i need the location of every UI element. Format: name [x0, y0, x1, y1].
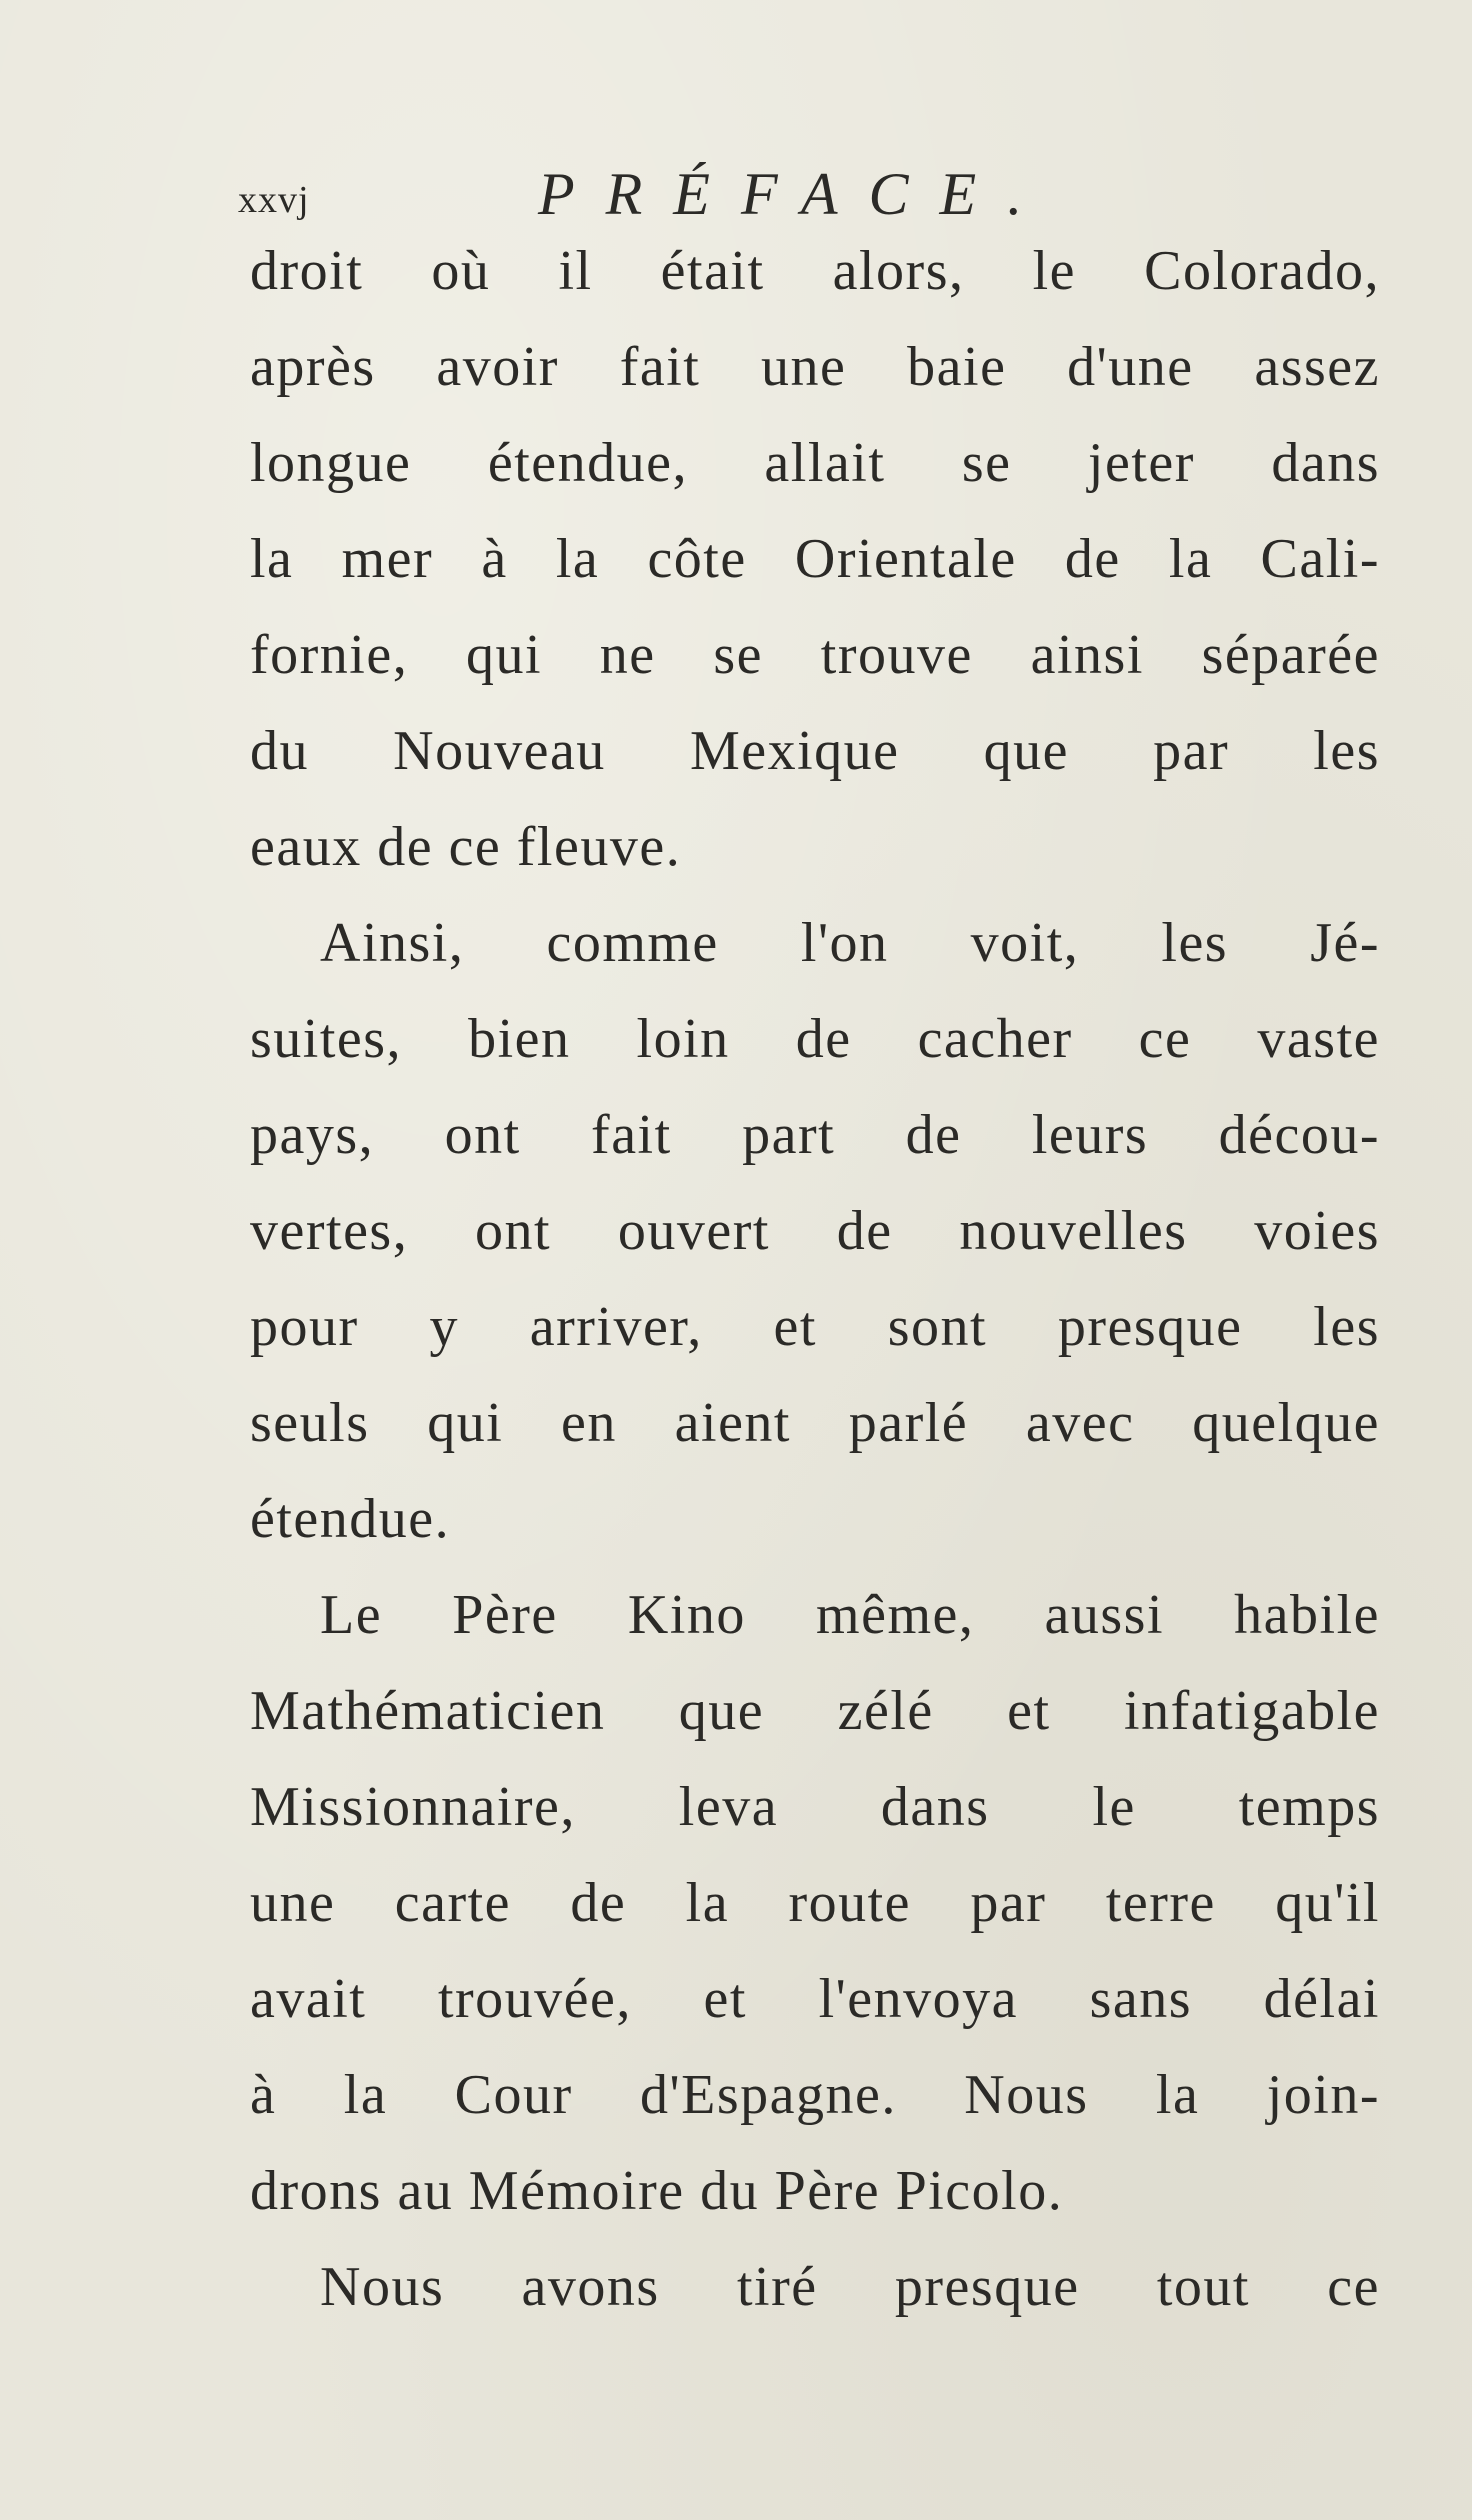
text-line: du Nouveau Mexique que par les [250, 720, 1380, 782]
text-line: après avoir fait une baie d'une assez [250, 336, 1380, 398]
text-line: pour y arriver, et sont presque les [250, 1296, 1380, 1358]
text-line: une carte de la route par terre qu'il [250, 1872, 1380, 1934]
text-line: Nous avons tiré presque tout ce [320, 2256, 1380, 2318]
text-line: Mathématicien que zélé et infatigable [250, 1680, 1380, 1742]
text-line: étendue. [250, 1488, 451, 1550]
text-line: suites, bien loin de cacher ce vaste [250, 1008, 1380, 1070]
text-line: longue étendue, allait se jeter dans [250, 432, 1380, 494]
text-line: Le Père Kino même, aussi habile [320, 1584, 1380, 1646]
text-line: eaux de ce fleuve. [250, 816, 682, 878]
text-line: drons au Mémoire du Père Picolo. [250, 2160, 1064, 2222]
page-header [238, 160, 1078, 230]
text-line: fornie, qui ne se trouve ainsi séparée [250, 624, 1380, 686]
text-line: seuls qui en aient parlé avec quelque [250, 1392, 1380, 1454]
running-title: PRÉFACE. [538, 161, 1054, 227]
text-line: droit où il était alors, le Colorado, [250, 240, 1380, 302]
text-line: vertes, ont ouvert de nouvelles voies [250, 1200, 1380, 1262]
text-line: la mer à la côte Orientale de la Cali- [250, 528, 1380, 590]
page-number: xxvj [238, 179, 310, 221]
text-line: pays, ont fait part de leurs décou- [250, 1104, 1380, 1166]
text-line: avait trouvée, et l'envoya sans délai [250, 1968, 1380, 2030]
text-line: Missionnaire, leva dans le temps [250, 1776, 1380, 1838]
text-line: Ainsi, comme l'on voit, les Jé- [320, 912, 1380, 974]
text-line: à la Cour d'Espagne. Nous la join- [250, 2064, 1380, 2126]
